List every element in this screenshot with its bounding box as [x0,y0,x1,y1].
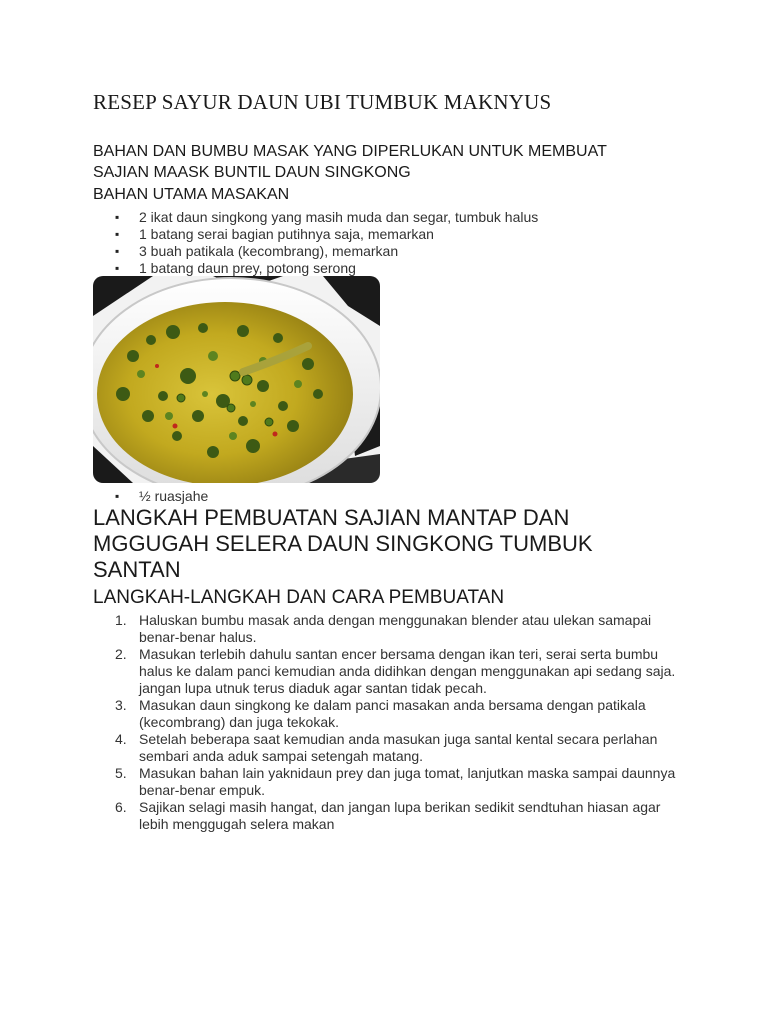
step-item [93,765,683,799]
step-text: Sajikan selagi masih hangat, dan jangan lupa berikan sedikit sendtuhan hiasan agar lebih menggugah selera makan [139,799,661,832]
step-item [93,697,683,731]
ingredient-list-continued [93,488,208,505]
step-number: 4. [115,731,127,747]
ingredients-section-heading: BAHAN DAN BUMBU MASAK YANG DIPERLUKAN UNTUK MEMBUAT SAJIAN MAASK BUNTIL DAUN SINGKONG [93,143,607,181]
step-text: Setelah beberapa saat kemudian anda masukan juga santal kental secara perlahan sembari anda aduk sampai setengah matang. [139,731,658,764]
food-photo [93,276,380,483]
step-item [93,646,683,697]
step-text: Masukan terlebih dahulu santan encer bersama dengan ikan teri, serai serta bumbu halus ke dalam panci kemudian anda didihkan dengan menggunakan api sedang saja. jangan lupa utnuk terus diaduk agar santan tidak pecah. [139,646,676,696]
ingredient-item: ▪ 2 ikat daun singkong yang masih muda dan segar, tumbuk halus [93,209,538,226]
step-text: Haluskan bumbu masak anda dengan menggunakan blender atau ulekan samapai benar-benar halus. [139,612,652,645]
step-number: 3. [115,697,127,713]
step-number: 6. [115,799,127,815]
ingredient-item: ▪ ½ ruasjahe [93,488,208,505]
step-number: 2. [115,646,127,662]
ingredient-list [93,209,538,277]
step-number: 1. [115,612,127,628]
step-text: Masukan daun singkong ke dalam panci masakan anda bersama dengan patikala (kecombrang) dan juga tekokak. [139,697,646,730]
steps-section-heading: LANGKAH PEMBUATAN SAJIAN MANTAP DAN MGGUGAH SELERA DAUN SINGKONG TUMBUK SANTAN [93,505,593,582]
step-text: Masukan bahan lain yaknidaun prey dan juga tomat, lanjutkan maska sampai daunnya benar-benar empuk. [139,765,676,798]
step-item [93,731,683,765]
step-item [93,799,683,833]
ingredient-item: ▪ 1 batang daun prey, potong serong [93,260,538,277]
step-number: 5. [115,765,127,781]
steps-subheading: LANGKAH-LANGKAH DAN CARA PEMBUATAN [93,587,505,608]
step-item [93,612,683,646]
main-ingredients-heading: BAHAN UTAMA MASAKAN [93,186,290,203]
ingredient-item: ▪ 3 buah patikala (kecombrang), memarkan [93,243,538,260]
steps-list [93,612,683,833]
ingredient-item: ▪ 1 batang serai bagian putihnya saja, memarkan [93,226,538,243]
soup-bowl-image [93,276,380,483]
page-title: RESEP SAYUR DAUN UBI TUMBUK MAKNYUS [93,90,552,114]
